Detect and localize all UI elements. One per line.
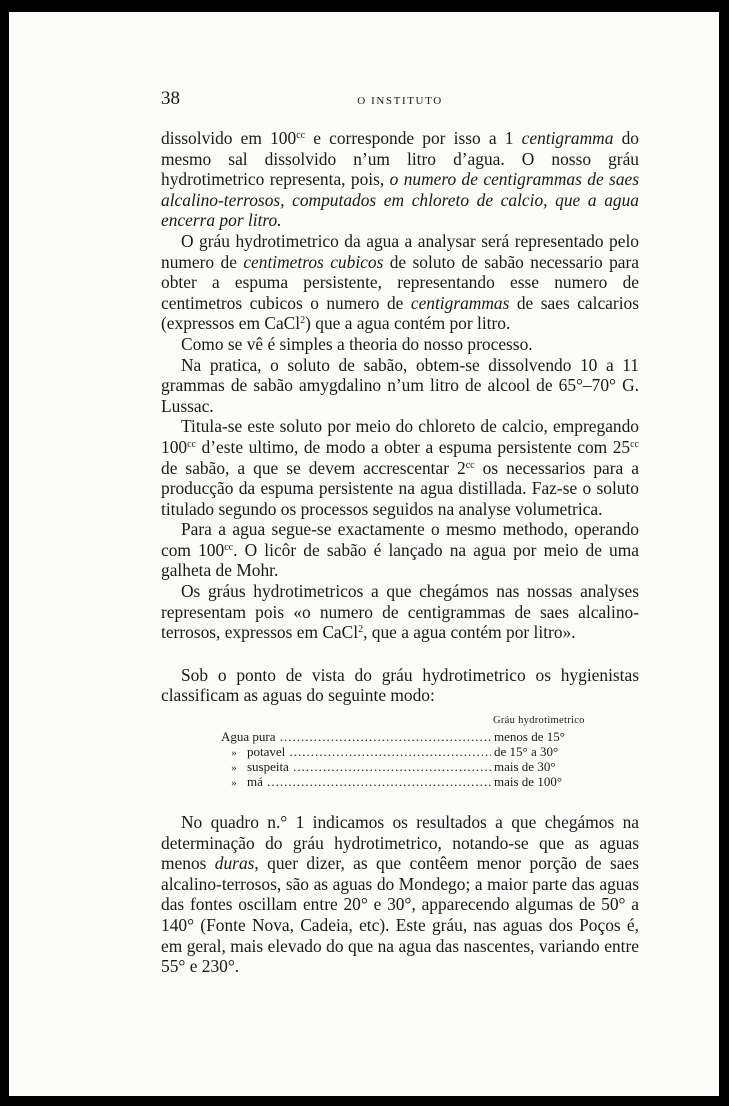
italic-run: duras xyxy=(214,853,255,874)
text-run: do mesmo sal dissolvido n’um litro d’agua. O nosso gráu hydrotimetrico representa, pois, xyxy=(161,128,639,190)
text-run: No quadro n.° 1 indicamos os resultados a que chegámos na determinação do gráu hydrotimetrico, notando-se que as aguas menos xyxy=(161,812,639,874)
label-text: potavel xyxy=(247,745,286,760)
superscript: cc xyxy=(187,438,196,450)
paragraph-6 xyxy=(161,519,639,581)
label-text: suspeita xyxy=(247,760,289,775)
italic-run: centigramma xyxy=(521,128,614,148)
table-caption: Gráu hydrotimetrico xyxy=(493,715,585,727)
superscript: cc xyxy=(465,459,475,471)
text-run: , que a agua contém por litro». xyxy=(363,622,576,643)
table-row xyxy=(221,775,581,795)
text-run: e corresponde por isso a 1 xyxy=(305,128,522,148)
running-title: O INSTITUTO xyxy=(357,95,443,107)
text-run: , quer dizer, as que contêem menor porção de saes alcalino-terrosos, são as aguas do Mondego; a maior parte das aguas das fontes oscillam entre 20° e 30°, apparecendo algumas de 50° a 140° (Fonte Nova, Cadeia, etc). Este gráu, nas aguas dos Poços é, em geral, mais elevado do que na agua das nascentes, variando entre 55° e 230°. xyxy=(161,853,639,977)
text-run: dissolvido em 100 xyxy=(161,128,297,148)
superscript: cc xyxy=(224,541,234,553)
row-value: mais de 100° xyxy=(494,774,563,790)
text-run: ) que a agua contém por litro. xyxy=(305,313,511,334)
superscript: 2 xyxy=(300,315,306,327)
paragraph-3: Como se vê é simples a theoria do nosso processo. xyxy=(181,333,533,354)
page-number: 38 xyxy=(161,88,180,109)
superscript: cc xyxy=(296,130,306,141)
text-run: O gráu hydrotimetrico da agua a analysar será representado pelo numero de xyxy=(161,230,639,272)
paragraph-7 xyxy=(161,581,639,643)
text-run: de saes calcarios (expressos em CaCl xyxy=(161,292,639,334)
row-value: menos de 15° xyxy=(494,729,565,745)
text-run: os necessarios para a producção da espuma persistente na agua distillada. Faz-se o soluto titulado segundo os processos seguidos na analyse volumetrica. xyxy=(161,457,639,519)
ditto-mark: » xyxy=(231,747,237,760)
superscript: cc xyxy=(630,438,639,450)
row-value: mais de 30° xyxy=(494,759,556,775)
paragraph-1 xyxy=(161,128,639,231)
row-value: de 15° a 30° xyxy=(494,744,559,760)
row-label xyxy=(221,730,491,745)
page-header xyxy=(161,84,639,114)
text-run: Os gráus hydrotimetricos a que chegámos nas nossas analyses representam pois «o numero de centigrammas de saes alcalino-terrosos, expressos em CaCl xyxy=(161,581,639,643)
row-label xyxy=(221,775,491,791)
paragraph-5 xyxy=(161,416,639,519)
paragraph-9 xyxy=(161,812,639,977)
text-run: d’este ultimo, de modo a obter a espuma persistente com 25 xyxy=(195,436,631,457)
label-text: má xyxy=(247,775,263,790)
text-run: Titula-se este soluto por meio do chloreto de calcio, empregando 100 xyxy=(161,416,639,457)
paragraph-8: Sob o ponto de vista do gráu hydrotimetrico os hygienistas classificam as aguas do seguinte modo: xyxy=(161,664,639,706)
paragraph-2 xyxy=(161,231,639,334)
text-run: de soluto de sabão necessario para obter a espuma persistente, representando esse numero de centimetros cubicos o numero de xyxy=(161,251,639,313)
italic-run: o numero de centigrammas de saes alcalino-terrosos, computados em chloreto de calcio, que a agua encerra por litro. xyxy=(161,169,640,231)
text-run: Para a agua segue-se exactamente o mesmo methodo, operando com 100 xyxy=(161,519,639,560)
row-label xyxy=(221,745,491,761)
ditto-mark: » xyxy=(231,777,237,790)
classification-table xyxy=(161,714,639,800)
italic-run: centimetros cubicos xyxy=(243,251,384,272)
superscript: 2 xyxy=(358,624,364,636)
ditto-mark: » xyxy=(231,762,237,775)
label-text: Agua pura xyxy=(221,730,276,745)
italic-run: centigrammas xyxy=(410,292,510,313)
text-run: de sabão, a que se devem accrescentar 2 xyxy=(161,457,466,478)
paragraph-4: Na pratica, o soluto de sabão, obtem-se dissolvendo 10 a 11 grammas de sabão amygdalino n’um litro de alcool de 65°–70° G. Lussac. xyxy=(161,354,639,416)
page-body xyxy=(161,128,639,977)
text-run: . O licôr de sabão é lançado na agua por meio de uma galheta de Mohr. xyxy=(161,539,640,581)
row-label xyxy=(221,760,491,776)
